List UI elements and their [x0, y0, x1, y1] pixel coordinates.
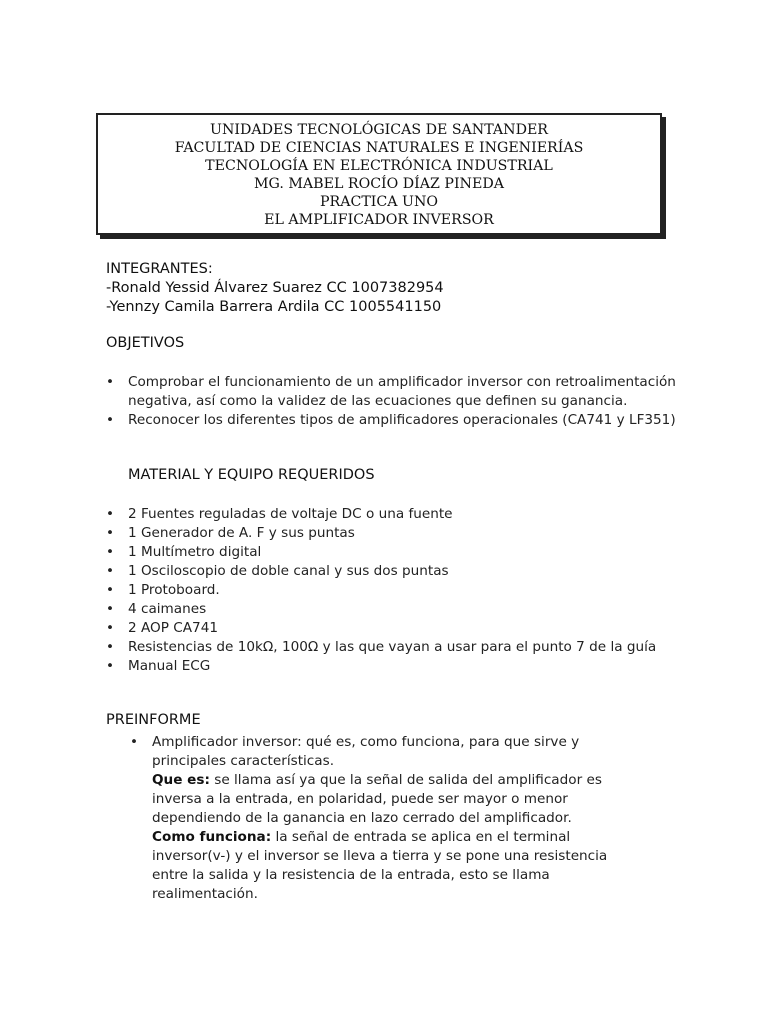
list-item: • Reconocer los diferentes tipos de amplificadores operacionales (CA741 y LF351)	[106, 412, 676, 428]
member-2: -Yennzy Camila Barrera Ardila CC 1005541150	[106, 299, 442, 315]
list-item: • 1 Protoboard.	[106, 582, 220, 598]
header-line-title: EL AMPLIFICADOR INVERSOR	[264, 212, 494, 228]
que-es-label: Que es:	[152, 772, 210, 788]
header-line-program: TECNOLOGÍA EN ELECTRÓNICA INDUSTRIAL	[205, 158, 553, 174]
list-item: • Resistencias de 10kΩ, 100Ω y las que vayan a usar para el punto 7 de la guía	[106, 639, 657, 655]
como-funciona-label: Como funciona:	[152, 829, 272, 845]
header-box	[96, 113, 662, 235]
objetivos-list	[106, 373, 686, 430]
material-list	[106, 505, 706, 676]
header-line-institution: UNIDADES TECNOLÓGICAS DE SANTANDER	[210, 122, 548, 138]
objetivos-title: OBJETIVOS	[106, 335, 185, 351]
integrantes-title: INTEGRANTES:	[106, 261, 213, 277]
preinforme-question: Amplificador inversor: qué es, como funciona, para que sirve y principales características.	[152, 734, 580, 769]
list-item: • 1 Multímetro digital	[106, 544, 262, 560]
que-es-text: se llama así ya que la señal de salida del amplificador es inversa a la entrada, en polaridad, puede ser mayor o menor dependiendo de la ganancia en lazo cerrado del amplificador.	[152, 772, 602, 826]
material-title: MATERIAL Y EQUIPO REQUERIDOS	[128, 467, 375, 483]
header-line-professor: MG. MABEL ROCÍO DÍAZ PINEDA	[254, 176, 504, 192]
list-item: • 1 Generador de A. F y sus puntas	[106, 525, 355, 541]
integrantes-section	[106, 260, 444, 317]
list-item: • 4 caimanes	[106, 601, 207, 617]
list-item: • 1 Osciloscopio de doble canal y sus dos puntas	[106, 563, 449, 579]
como-funciona-text: la señal de entrada se aplica en el terminal inversor(v-) y el inversor se lleva a tierra y se pone una resistencia entre la salida y la resistencia de la entrada, esto se llama realimentación.	[152, 829, 608, 902]
list-item: • Manual ECG	[106, 658, 211, 674]
header-line-faculty: FACULTAD DE CIENCIAS NATURALES E INGENIERÍAS	[174, 140, 584, 156]
list-item: • 2 Fuentes reguladas de voltaje DC o una fuente	[106, 506, 453, 522]
list-item: • Amplificador inversor: qué es, como funciona, para que sirve y principales características. Que es: se llama así ya que la señal de salida del amplificador es inversa a la entrada, en polaridad, puede ser mayor o menor dependiendo de la ganancia en lazo cerrado del amplificador. Como funciona: la señal de entrada se aplica en el terminal inversor(v-) y el inversor se lleva a tierra y se pone una resistencia entre la salida y la resistencia de la entrada, esto se llama realimentación.	[130, 734, 608, 902]
preinforme-list	[130, 733, 630, 904]
list-item: • Comprobar el funcionamiento de un amplificador inversor con retroalimentación negativa, así como la validez de las ecuaciones que definen su ganancia.	[106, 374, 676, 409]
list-item: • 2 AOP CA741	[106, 620, 218, 636]
header-line-practice: PRACTICA UNO	[319, 194, 438, 210]
member-1: -Ronald Yessid Álvarez Suarez CC 1007382954	[106, 280, 444, 296]
preinforme-title: PREINFORME	[106, 712, 201, 728]
